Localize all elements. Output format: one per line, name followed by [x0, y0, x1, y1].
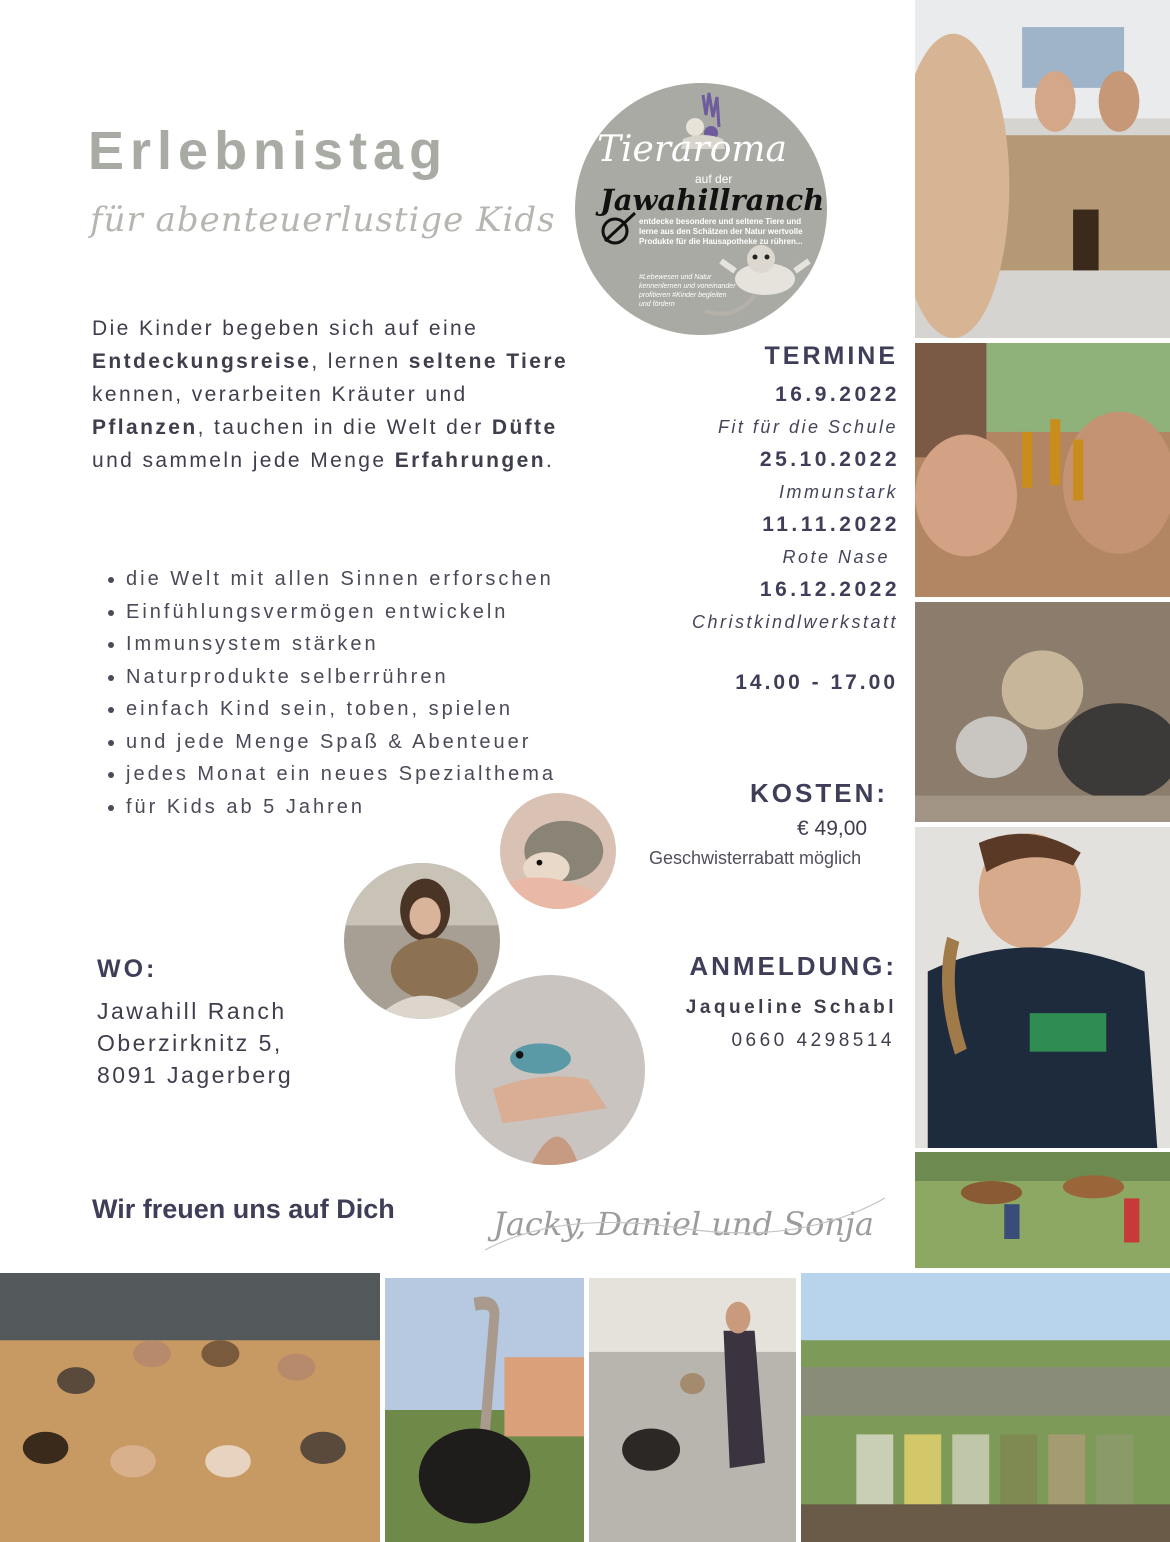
address: [97, 995, 293, 1091]
termin-time: 14.00 - 17.00: [735, 671, 898, 694]
logo-line3: Jawahillranch: [600, 183, 825, 217]
termin-date: 25.10.2022: [759, 448, 900, 471]
chameleon-hand-photo: [455, 975, 645, 1165]
boy-with-chameleon-photo: [915, 827, 1170, 1148]
list-item: • jedes Monat ein neues Spezialthema: [126, 758, 686, 791]
list-item: • die Welt mit allen Sinnen erforschen: [126, 563, 686, 596]
sibling-discount-note: Geschwisterrabatt möglich: [649, 848, 862, 868]
address-line: 8091 Jagerberg: [97, 1062, 294, 1088]
page-subtitle: für abenteuerlustige Kids: [90, 200, 556, 240]
logo-hashtags: #Lebewesen und Natur kennenlernen und voneinander profitieren #Kinder begleiten und fördern: [639, 274, 736, 308]
termin-theme: Christkindlwerkstatt: [691, 612, 898, 632]
termin-theme: Fit für die Schule: [717, 417, 898, 437]
kids-with-cows-photo: [915, 1152, 1170, 1268]
price: € 49,00: [797, 817, 868, 840]
kids-sitting-circle-photo: [0, 1273, 380, 1542]
termin-theme: Immunstark: [778, 482, 898, 502]
logo-line2: auf der: [695, 172, 733, 186]
herb-jars-photo: [801, 1273, 1170, 1542]
address-line: Oberzirknitz 5,: [97, 1030, 283, 1056]
kosten-heading: KOSTEN:: [750, 778, 888, 808]
list-item: • einfach Kind sein, toben, spielen: [126, 693, 686, 726]
termin-date: 16.12.2022: [759, 578, 900, 601]
signature-flourish: [480, 1190, 890, 1270]
goats-photo: [589, 1278, 796, 1542]
feature-list: [92, 563, 686, 823]
address-line: Jawahill Ranch: [97, 998, 287, 1024]
intro-paragraph: Die Kinder begeben sich auf eine Entdeckungsreise, lernen seltene Tiere kennen, verarbeiten Kräuter und Pflanzen, tauchen in die Welt der Düfte und sammeln jede Menge Erfahrungen.: [92, 317, 569, 472]
logo-tagline: entdecke besondere und seltene Tiere und lerne aus den Schätzen der Natur wertvolle Produkte für die Hausapotheke zu rühren...: [639, 217, 803, 246]
list-item: • Naturprodukte selberrühren: [126, 661, 686, 694]
termin-theme: Rote Nase: [782, 547, 890, 567]
kids-at-table-photo: [915, 0, 1170, 338]
girl-with-cat-photo: [344, 863, 500, 1019]
list-item: • und jede Menge Spaß & Abenteuer: [126, 726, 686, 759]
hedgehog-photo: [500, 793, 616, 909]
list-item: • Immunsystem stärken: [126, 628, 686, 661]
chinchilla-photo: [915, 602, 1170, 822]
welcome-text: Wir freuen uns auf Dich: [92, 1194, 395, 1224]
contact-phone: 0660 4298514: [731, 1030, 895, 1051]
termin-date: 16.9.2022: [775, 383, 900, 406]
signature: Jacky, Daniel und Sonja: [493, 1205, 874, 1243]
list-item: • für Kids ab 5 Jahren: [126, 791, 686, 824]
page-title: Erlebnistag: [88, 121, 449, 181]
list-item: • Einfühlungsvermögen entwickeln: [126, 596, 686, 629]
contact-name: Jaqueline Schabl: [685, 997, 897, 1018]
anmeldung-heading: ANMELDUNG:: [689, 951, 897, 981]
tieraroma-logo: [575, 83, 827, 335]
wo-heading: WO:: [97, 955, 158, 983]
logo-line1: Tieraroma: [597, 129, 787, 170]
termine-heading: TERMINE: [764, 342, 898, 370]
ostrich-photo: [385, 1278, 584, 1542]
termin-date: 11.11.2022: [762, 513, 900, 536]
essential-oil-bottles-photo: [915, 343, 1170, 597]
